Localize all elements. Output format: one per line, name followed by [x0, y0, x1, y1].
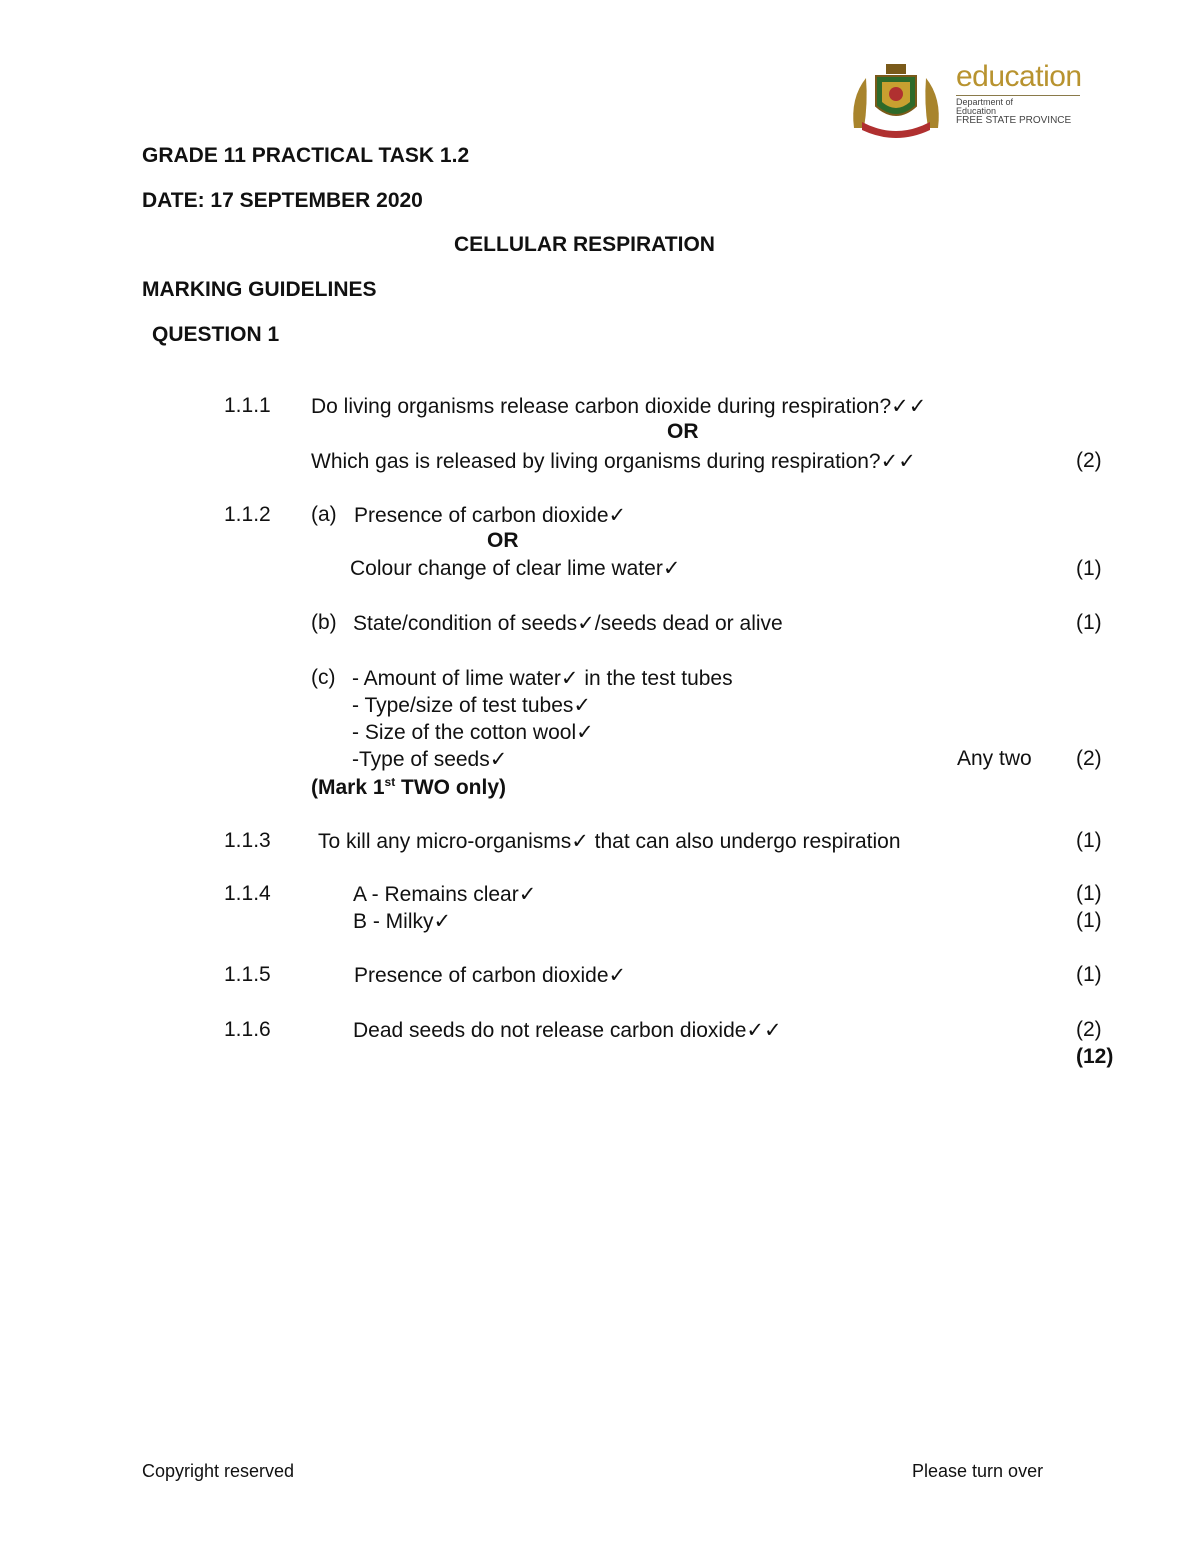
q113-mark: (1): [1076, 829, 1102, 852]
date-heading: DATE: 17 SEPTEMBER 2020: [142, 189, 423, 212]
q116-mark: (2): [1076, 1018, 1102, 1041]
logo-line-2: Education: [956, 106, 997, 116]
q116-text: Dead seeds do not release carbon dioxide✓✓: [353, 1019, 782, 1042]
education-logo: [846, 58, 1082, 138]
q114-b: B - Milky✓: [353, 910, 452, 933]
q115-number: 1.1.5: [224, 963, 271, 986]
q112a-label: (a): [311, 503, 337, 526]
page-title: CELLULAR RESPIRATION: [454, 233, 715, 256]
grade-heading: GRADE 11 PRACTICAL TASK 1.2: [142, 144, 470, 167]
q112c-note-sup: st: [384, 775, 396, 789]
q112b-text: State/condition of seeds✓/seeds dead or alive: [353, 612, 783, 635]
q115-mark: (1): [1076, 963, 1102, 986]
q111-number: 1.1.1: [224, 394, 271, 417]
q112c-mark: (2): [1076, 747, 1102, 770]
q113-text: To kill any micro-organisms✓ that can also undergo respiration: [318, 830, 901, 853]
q112c-any-two: Any two: [957, 747, 1032, 770]
q112a-line-2: Colour change of clear lime water✓: [350, 557, 681, 580]
logo-line-3: FREE STATE PROVINCE: [956, 115, 1072, 126]
q111-line-2: Which gas is released by living organisms during respiration?✓✓: [311, 450, 916, 473]
q115-text: Presence of carbon dioxide✓: [354, 964, 627, 987]
q111-mark: (2): [1076, 449, 1102, 472]
q112c-note-pre: (Mark 1: [311, 776, 385, 799]
q114-a: A - Remains clear✓: [353, 883, 537, 906]
q114-a-mark: (1): [1076, 882, 1102, 905]
q112b-label: (b): [311, 611, 337, 634]
q112c-note-post: TWO only): [395, 776, 507, 799]
footer-copyright: Copyright reserved: [142, 1461, 295, 1481]
q114-b-mark: (1): [1076, 909, 1102, 932]
logo-line-1: Department of: [956, 97, 1014, 107]
q114-number: 1.1.4: [224, 882, 271, 905]
q112c-item: - Size of the cotton wool✓: [352, 721, 594, 744]
marking-guidelines-heading: MARKING GUIDELINES: [142, 278, 377, 301]
total-mark: (12): [1076, 1045, 1114, 1068]
footer-turn-over: Please turn over: [912, 1461, 1044, 1481]
q112a-or: OR: [487, 529, 519, 552]
logo-divider: [956, 95, 1080, 96]
q112c-item: - Type/size of test tubes✓: [352, 694, 591, 717]
coat-of-arms-icon: [846, 58, 946, 138]
q112c-item: - Amount of lime water✓ in the test tubes: [352, 667, 733, 690]
q113-number: 1.1.3: [224, 829, 271, 852]
q112c-note: [311, 775, 506, 800]
q112c-item: -Type of seeds✓: [352, 748, 508, 771]
q112b-mark: (1): [1076, 611, 1102, 634]
q111-or: OR: [667, 420, 699, 443]
question-heading: QUESTION 1: [152, 323, 280, 346]
q116-number: 1.1.6: [224, 1018, 271, 1041]
q112a-line-1: Presence of carbon dioxide✓: [354, 504, 627, 527]
q111-line-1: Do living organisms release carbon dioxide during respiration?✓✓: [311, 395, 927, 418]
q112-number: 1.1.2: [224, 503, 271, 526]
q112c-label: (c): [311, 666, 336, 689]
q112a-mark: (1): [1076, 557, 1102, 580]
logo-brand: education: [956, 60, 1082, 93]
